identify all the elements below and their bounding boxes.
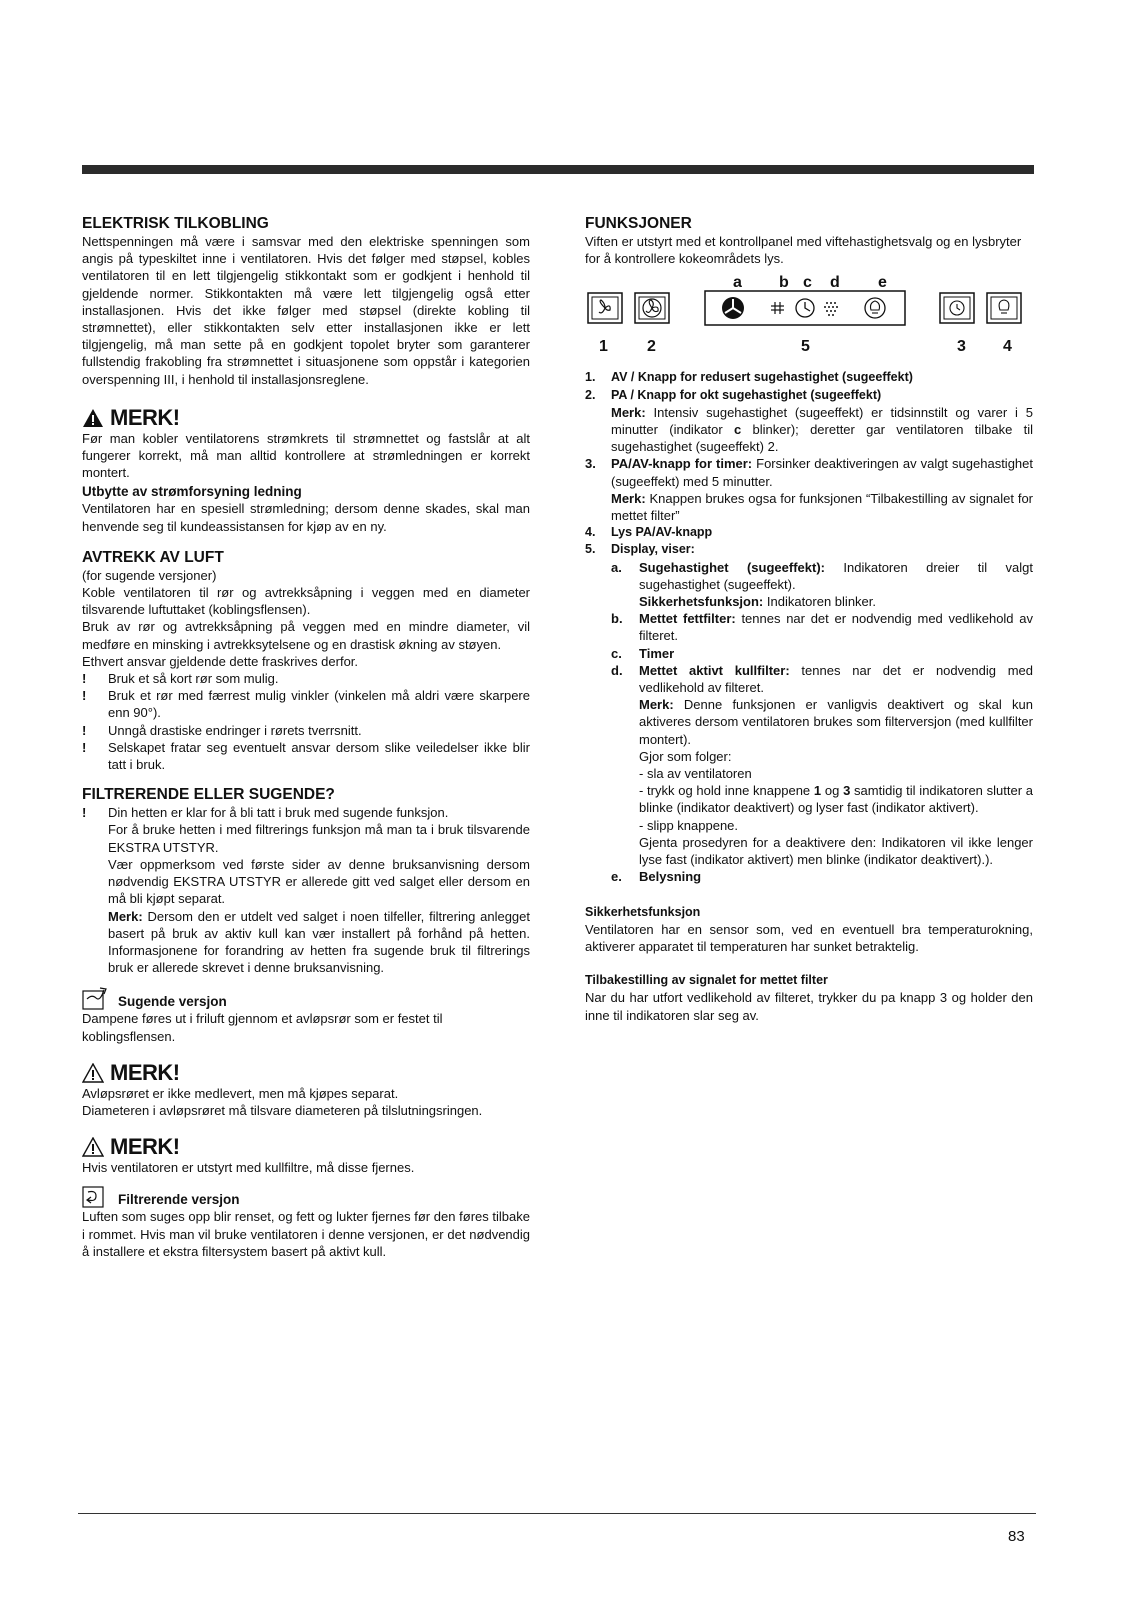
list-item-note: Merk: Intensiv sugehastighet (sugeeffekt) er tidsinnstilt og varer i 5 minutter (indikator c blinker); deretter gar ventilatoren tilbake til sugehastighet (sugeeffekt) 2.: [611, 404, 1033, 455]
sikkerhet-heading: Sikkerhetsfunksjon: [585, 904, 701, 919]
merk-2: [82, 1061, 530, 1085]
avtrekk-p3: Bruk av rør og avtrekksåpning på veggen med en mindre diameter, vil medføre en minsking i avtrekksytelsene og en drastisk økning av støyen.: [82, 619, 530, 652]
merk-1-title: MERK!: [110, 404, 180, 430]
suction-version-icon: [82, 986, 108, 1010]
tilbake-text: Nar du har utfort vedlikehold av filteret, trykker du pa knapp 3 og holder den inne til indikatoren slar seg av.: [585, 990, 1033, 1023]
warning-icon: [82, 1137, 104, 1157]
merk-1-text: Før man kobler ventilatorens strømkrets til strømnettet og fastslår at alt fungerer korrekt, må man alltid kontrollere at strømledningen er korrekt montert.: [82, 430, 530, 481]
merk-3-title: MERK!: [110, 1134, 180, 1160]
sikkerhet-text: Ventilatoren har en sensor som, ved en eventuell bra temperaturokning, aktiverer apparatet til temperaturen har sunket betraktelig.: [585, 921, 1033, 954]
utbytte-text: Ventilatoren har en spesiell strømledning; dersom denne skades, skal man henvende seg til kundeassistansen for kjøp av en ny.: [82, 501, 530, 534]
list-item: ! Unngå drastiske endringer i rørets tverrsnitt.: [82, 722, 362, 738]
avtrekk-p4: Ethvert ansvar gjeldende dette fraskrives derfor.: [82, 653, 359, 669]
light-bulb-icon: [999, 300, 1009, 310]
list-item-note: Merk: Knappen brukes ogsa for funksjonen “Tilbakestilling av signalet for mettet filter”: [611, 490, 1033, 524]
display-panel: [705, 291, 905, 325]
list-item: 5. Display, viser:: [585, 542, 695, 557]
merk-1: [82, 406, 530, 430]
panel-letter-b: b: [779, 274, 789, 292]
funksjoner-heading: FUNKSJONER: [585, 215, 692, 232]
filterversjon-text: Luften som suges opp blir renset, og fett og lukter fjernes før den føres tilbake i rommet. Hvis man vil bruke ventilatoren i denne versjonen, er det nødvendig å installere et ekstra filtersystem basert på aktivt kull.: [82, 1209, 530, 1259]
list-item: 2. PA / Knapp for okt sugehastighet (sugeeffekt): [585, 387, 882, 402]
avtrekk-p2: Koble ventilatoren til rør og avtrekksåpning i veggen med en diameter tilsvarende luftuttaket (koblingsflensen).: [82, 585, 530, 618]
top-rule: [82, 165, 1034, 174]
panel-letter-d: d: [830, 274, 840, 292]
sub-item-d-steps: Gjor som folger: - sla av ventilatoren - trykk og hold inne knappene 1 og 3 samtidig til indikatoren slutter a blinke (indikator deaktivert) og lyser fast (indikator aktivert). - slipp knappene. Gjenta prosedyren for a deaktivere den: Indikatoren vil ikke lenger lyse fast (indikator aktivert) men blinke (indikator deaktivert).).: [639, 748, 1034, 868]
filtrerende-heading: FILTRERENDE ELLER SUGENDE?: [82, 786, 335, 804]
list-item: ! Bruk et så kort rør som mulig.: [82, 671, 279, 687]
panel-number-2: 2: [647, 338, 656, 356]
footer-rule: [78, 1513, 1036, 1514]
panel-letter-e: e: [878, 274, 887, 292]
panel-letter-a: a: [733, 274, 742, 292]
sub-item-c: c. Timer: [611, 645, 675, 661]
right-column: [585, 214, 1033, 1024]
filter-version-icon: [82, 1184, 108, 1208]
sugende-heading: Sugende versjon: [118, 994, 227, 1010]
page-number: 83: [1008, 1528, 1025, 1545]
sub-item-b: b. Mettet fettfilter: tennes nar det er nodvendig med vedlikehold av filteret.: [611, 611, 1033, 644]
filterversjon-heading: Filtrerende versjon: [118, 1192, 240, 1208]
left-column: [82, 214, 530, 1260]
list-item: ! Selskapet fratar seg eventuelt ansvar dersom slike veiledelser ikke blir tatt i bruk.: [82, 739, 530, 773]
timer-icon: [796, 299, 814, 317]
list-item: ! Bruk et rør med færrest mulig vinkler (vinkelen må aldri være skarpere enn 90°).: [82, 688, 530, 721]
panel-number-5: 5: [801, 338, 810, 356]
panel-number-1: 1: [599, 338, 608, 356]
panel-number-4: 4: [1003, 338, 1012, 356]
fan-low-button[interactable]: [588, 293, 622, 323]
warning-icon: [82, 408, 104, 428]
sub-item-a-note: Sikkerhetsfunksjon: Indikatoren blinker.: [639, 594, 876, 610]
list-item: 4. Lys PA/AV-knapp: [585, 525, 713, 540]
utbytte-heading: Utbytte av strømforsyning ledning: [82, 484, 302, 500]
timer-button[interactable]: [940, 293, 974, 323]
merk-3-text: Hvis ventilatoren er utstyrt med kullfiltre, må disse fjernes.: [82, 1160, 415, 1176]
panel-number-3: 3: [957, 338, 966, 356]
funksjoner-text: Viften er utstyrt med et kontrollpanel med viftehastighetsvalg og en lysbryter for å kontrollere kokeområdets lys.: [585, 234, 1022, 267]
merk-2-title: MERK!: [110, 1059, 180, 1085]
fan-icon: [599, 300, 610, 313]
filtrerende-p1: Din hetten er klar for å bli tatt i bruk med sugende funksjon.: [108, 805, 449, 821]
control-panel-svg: [585, 273, 1033, 355]
filtrerende-merk: Merk: Dersom den er utdelt ved salget i noen tilfeller, filtrering anlegget basert på bruk av aktiv kull kan vær installert på forhånd på hetten. Informasjonene for forandring av hetten fra sugende bruk til filtrerings bruk er allerede skrevet i denne bruksanvisning.: [108, 908, 530, 976]
sugende-text: Dampene føres ut i friluft gjennom et avløpsrør som er festet til koblingsflensen.: [82, 1011, 443, 1044]
sub-item-e: e. Belysning: [611, 869, 702, 885]
merk-2-line1: Avløpsrøret er ikke medlevert, men må kjøpes separat.: [82, 1085, 399, 1101]
light-button[interactable]: [987, 293, 1021, 323]
sub-item-d-note: Merk: Denne funksjonen er vanligvis deaktivert og skal kun aktiveres dersom ventilatoren brukes som filterversjon (med kullfilter montert).: [639, 697, 1033, 747]
elektrisk-heading: ELEKTRISK TILKOBLING: [82, 215, 269, 232]
avtrekk-heading: AVTREKK AV LUFT: [82, 548, 224, 566]
sugende-heading-row: [82, 986, 530, 1010]
sub-item-d: d. Mettet aktivt kullfilter: tennes nar det er nodvendig med vedlikehold av filteret.: [611, 662, 1033, 696]
list-item: 1. AV / Knapp for redusert sugehastighet (sugeeffekt): [585, 370, 913, 385]
filterversjon-heading-row: [82, 1184, 530, 1208]
panel-letter-c: c: [803, 274, 812, 292]
control-panel-diagram: [585, 273, 1033, 355]
merk-2-line2: Diameteren i avløpsrøret må tilsvare diameteren på tilslutningsringen.: [82, 1102, 483, 1118]
carbon-filter-icon: [824, 302, 838, 316]
avtrekk-p1: (for sugende versjoner): [82, 567, 217, 583]
filtrerende-p2: For å bruke hetten i med filtrerings funksjon må man ta i bruk tilsvarende EKSTRA UTSTYR.: [108, 822, 530, 855]
filtrerende-p3: Vær oppmerksom ved første sider av denne bruksanvisning dersom nødvendig EKSTRA UTSTYR er allerede gitt ved salget eller dersom en må bli kjøpt separat.: [108, 856, 530, 907]
fan-high-button[interactable]: [635, 293, 669, 323]
filtrerende-block: ! Din hetten er klar for å bli tatt i bruk med sugende funksjon. For å bruke hetten i med filtrerings funksjon må man ta i bruk tilsvarende EKSTRA UTSTYR. Vær oppmerksom ved første sider av denne bruksanvisning dersom nødvendig EKSTRA UTSTYR er allerede gitt ved salget eller dersom en må bli kjøpt separat. Merk: Dersom den er utdelt ved salget i noen tilfeller, filtrering anlegget basert på bruk av aktiv kull kan vær installert på forhånd på hetten. Informasjonene for forandring av hetten fra sugende bruk til filtrerings bruk er allerede skrevet i denne bruksanvisning.: [82, 805, 530, 976]
grease-filter-icon: [771, 302, 784, 314]
warning-icon: [82, 1063, 104, 1083]
merk-3: [82, 1135, 530, 1159]
list-item: 3. PA/AV-knapp for timer: Forsinker deaktiveringen av valgt sugehastighet (sugeeffekt) med 5 minutter.: [585, 456, 1033, 489]
tilbake-heading: Tilbakestilling av signalet for mettet filter: [585, 973, 828, 988]
sub-item-a: a. Sugehastighet (sugeeffekt): Indikatoren dreier til valgt sugehastighet (sugeeffekt).: [611, 559, 1033, 592]
elektrisk-text: Nettspenningen må være i samsvar med den elektriske spenningen som angis på typeskiltet inne i ventilatoren. Hvis det følger med støpsel, kobles ventilatoren til en lett tilgjengelig stikkontakt som er godkjent i henhold til gjeldende normer. Stikkontakten må være lett tilgjengelig også etter installasjonen. Hvis det ikke følger med støpsel (direkte kobling til strømnettet), eller stikkontakten selv etter installasjonen ikke er lett tilgjengelig, må man sette på en godkjent topolet bryter som garanterer fullstendig frakobling fra strømnettet i situasjonene som oppstår i kategorien overspenning III, i henhold til installasjonsreglene.: [82, 234, 530, 387]
light-indicator-icon: [865, 298, 885, 318]
